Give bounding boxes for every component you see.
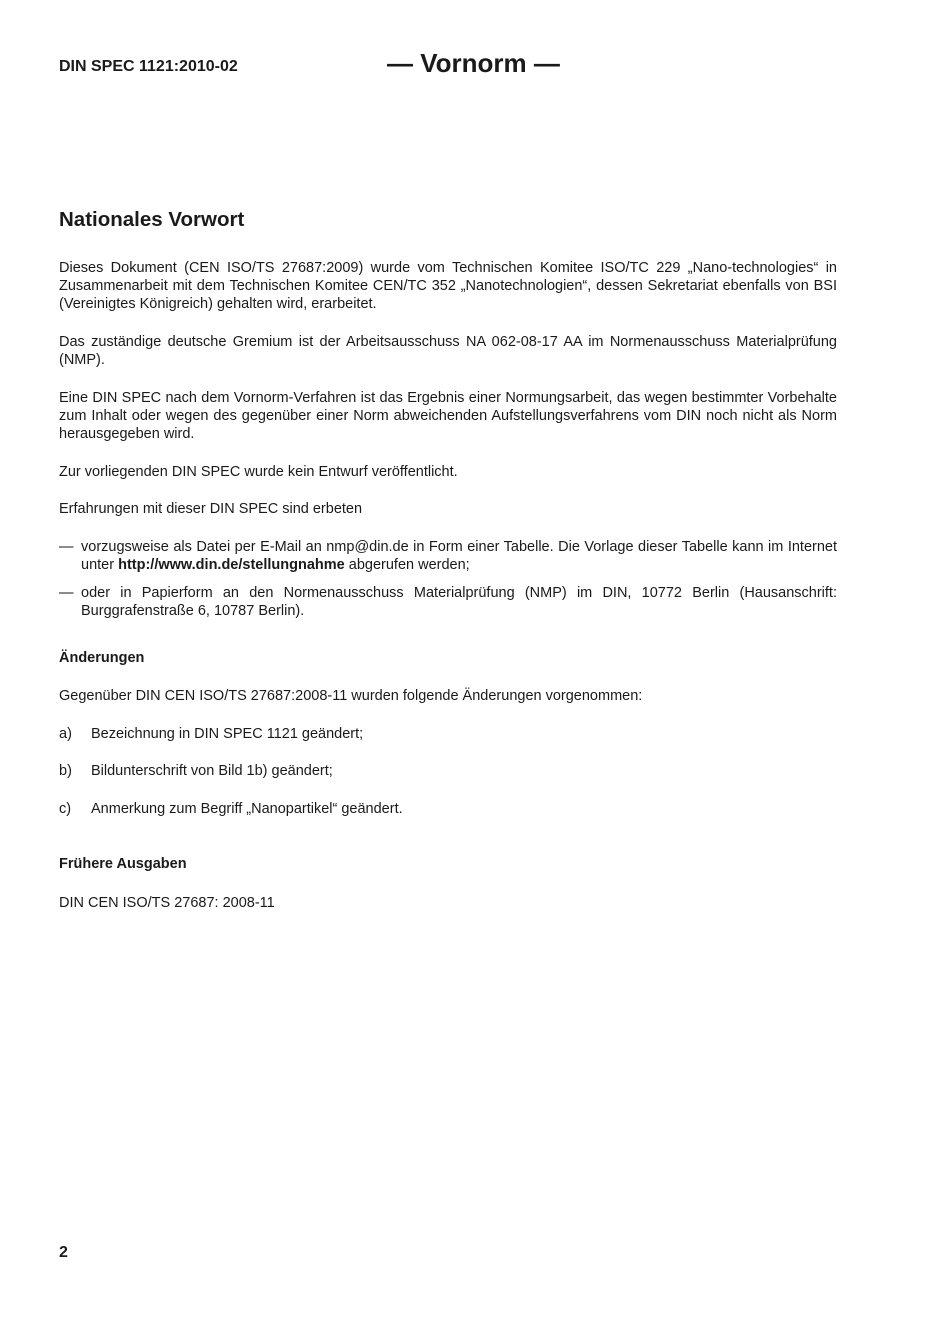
list-label: c) — [59, 801, 72, 817]
dash-item-paper — [59, 584, 837, 620]
dash-item-email — [59, 538, 837, 574]
changes-heading: Änderungen — [59, 650, 145, 666]
paragraph-committee: Das zuständige deutsche Gremium ist der Arbeitsausschuss NA 062-08-17 AA im Normenausschuss Materialprüfung (NMP). — [59, 334, 837, 368]
previous-editions-text: DIN CEN ISO/TS 27687: 2008-11 — [59, 895, 275, 911]
document-id: DIN SPEC 1121:2010-02 — [59, 58, 238, 75]
stellungnahme-link[interactable]: http://www.din.de/stellungnahme — [118, 557, 345, 573]
page-number: 2 — [59, 1244, 68, 1261]
paragraph-no-draft: Zur vorliegenden DIN SPEC wurde kein Entwurf veröffentlicht. — [59, 464, 458, 480]
paragraph-feedback-request: Erfahrungen mit dieser DIN SPEC sind erbeten — [59, 501, 363, 517]
list-text: Anmerkung zum Begriff „Nanopartikel“ geändert. — [91, 801, 403, 817]
dash-marker: — — [59, 585, 74, 601]
paragraph-document-origin: Dieses Dokument (CEN ISO/TS 27687:2009) wurde vom Technischen Komitee ISO/TC 229 „Nano-technologies“ in Zusammenarbeit mit dem Technischen Komitee CEN/TC 352 „Nanotechnologien“, dessen Sekretariat ebenfalls von BSI (Vereinigtes Königreich) gehalten wird, erarbeitet. — [59, 260, 837, 312]
list-label: a) — [59, 726, 72, 742]
previous-editions-heading: Frühere Ausgaben — [59, 856, 187, 872]
dash-item-text: oder in Papierform an den Normenausschuss Materialprüfung (NMP) im DIN, 10772 Berlin (Hausanschrift: Burggrafenstraße 6, 10787 Berlin). — [81, 585, 837, 619]
list-text: Bildunterschrift von Bild 1b) geändert; — [91, 763, 333, 779]
dash-marker: — — [59, 539, 74, 555]
section-title: Nationales Vorwort — [59, 208, 245, 231]
dash-item-text: vorzugsweise als Datei per E-Mail an nmp@din.de in Form einer Tabelle. Die Vorlage dieser Tabelle kann im Internet unter — [81, 539, 837, 573]
changes-intro: Gegenüber DIN CEN ISO/TS 27687:2008-11 wurden folgende Änderungen vorgenommen: — [59, 688, 643, 704]
document-status: — Vornorm — — [387, 48, 560, 78]
list-label: b) — [59, 763, 72, 779]
dash-item-text-end: abgerufen werden; — [344, 557, 470, 573]
paragraph-din-spec-definition: Eine DIN SPEC nach dem Vornorm-Verfahren ist das Ergebnis einer Normungsarbeit, das wegen bestimmter Vorbehalte zum Inhalt oder wegen des gegenüber einer Norm abweichenden Aufstellungsverfahrens vom DIN noch nicht als Norm herausgegeben wird. — [59, 390, 837, 442]
list-text: Bezeichnung in DIN SPEC 1121 geändert; — [91, 726, 364, 742]
